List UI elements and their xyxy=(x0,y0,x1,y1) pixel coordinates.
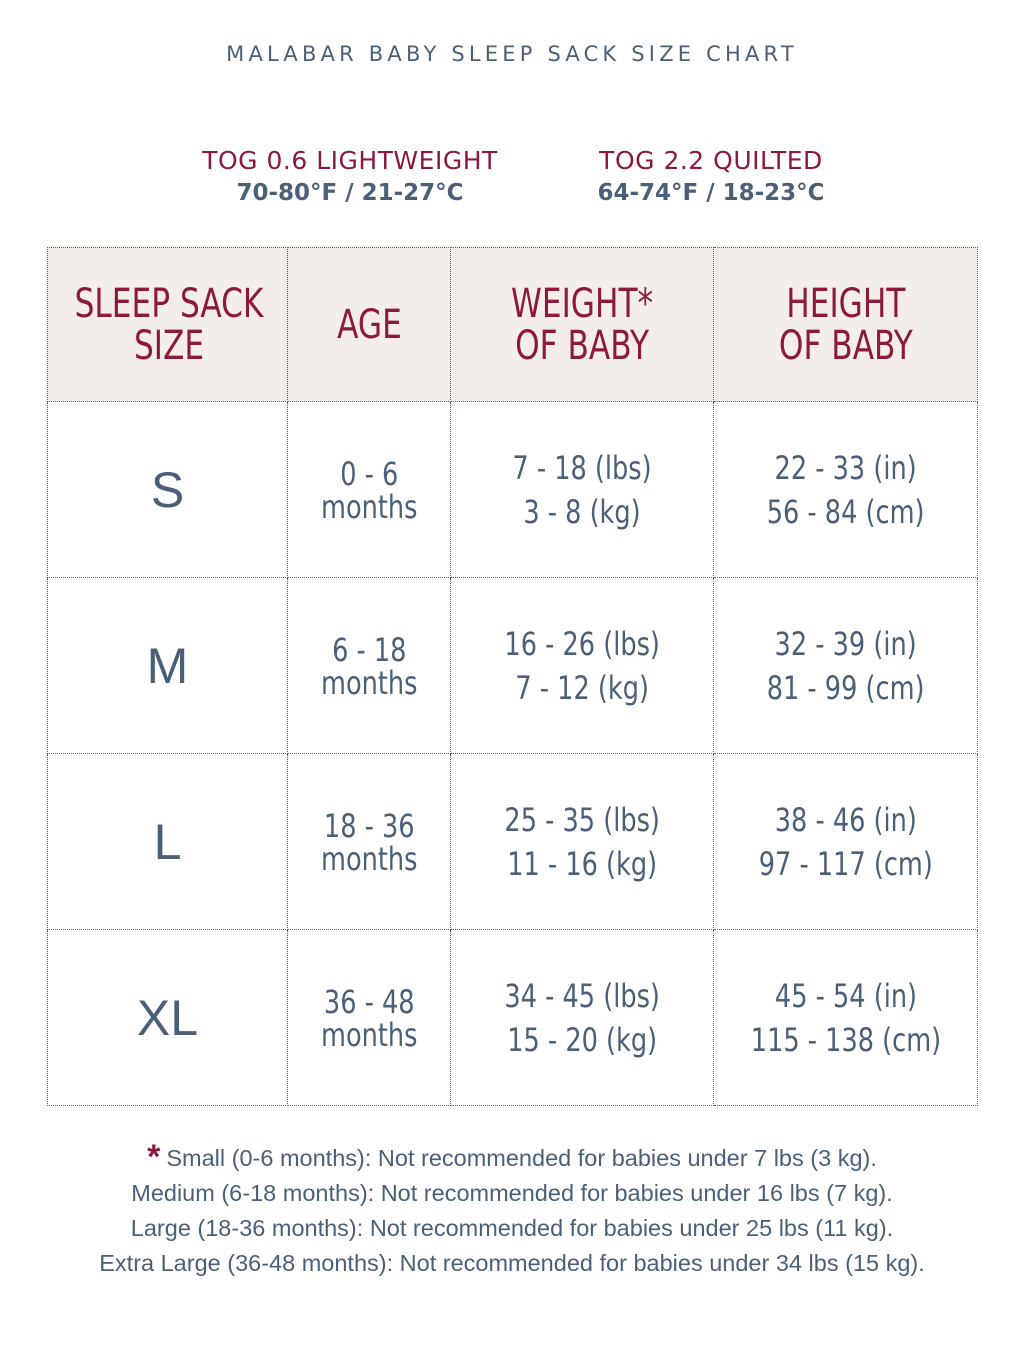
height-cell xyxy=(714,930,978,1106)
weight-kg: 11 - 16 (kg) xyxy=(507,844,657,883)
header-line: HEIGHT xyxy=(785,280,906,327)
header-line: WEIGHT* xyxy=(510,280,654,327)
height-cm: 115 - 138 (cm) xyxy=(750,1020,941,1059)
age-range: 18 - 36 xyxy=(323,806,415,845)
height-in: 22 - 33 (in) xyxy=(774,448,917,487)
tog-quilted xyxy=(531,146,891,210)
footnote-text: Small (0-6 months): Not recommended for babies under 7 lbs (3 kg). xyxy=(166,1145,877,1171)
age-unit: months xyxy=(320,839,418,878)
footnote xyxy=(0,1140,1024,1281)
age-range: 0 - 6 xyxy=(339,454,399,493)
tog-lightweight-temp: 70-80°F / 21-27°C xyxy=(236,180,464,206)
header-line: OF BABY xyxy=(515,322,649,369)
weight-kg: 7 - 12 (kg) xyxy=(515,668,649,707)
size-cell xyxy=(48,402,288,578)
size-cell xyxy=(48,578,288,754)
age-cell xyxy=(288,402,451,578)
header-line: SIZE xyxy=(133,322,205,369)
header-line: SLEEP SACK xyxy=(74,280,264,327)
header-sleep-sack-size xyxy=(48,248,288,402)
tog-lightweight xyxy=(170,146,530,210)
height-cell xyxy=(714,754,978,930)
weight-lbs: 25 - 35 (lbs) xyxy=(504,800,660,839)
footnote-line xyxy=(0,1140,1024,1176)
weight-cell xyxy=(451,930,714,1106)
footnote-line: Large (18-36 months): Not recommended for babies under 25 lbs (11 kg). xyxy=(130,1215,894,1241)
size-letter: XL xyxy=(136,989,199,1046)
size-cell xyxy=(48,754,288,930)
age-unit: months xyxy=(320,663,418,702)
age-unit: months xyxy=(320,1015,418,1054)
footnote-line: Extra Large (36-48 months): Not recommended for babies under 34 lbs (15 kg). xyxy=(99,1250,925,1276)
weight-lbs: 7 - 18 (lbs) xyxy=(512,448,652,487)
age-unit: months xyxy=(320,487,418,526)
age-range: 36 - 48 xyxy=(323,982,415,1021)
height-cm: 56 - 84 (cm) xyxy=(766,492,925,531)
size-letter: M xyxy=(146,637,189,694)
size-chart-table xyxy=(47,247,978,1106)
age-cell xyxy=(288,754,451,930)
weight-kg: 15 - 20 (kg) xyxy=(507,1020,657,1059)
height-in: 45 - 54 (in) xyxy=(774,976,917,1015)
age-range: 6 - 18 xyxy=(331,630,407,669)
table-row xyxy=(48,754,978,930)
asterisk-marker: * xyxy=(147,1138,161,1176)
header-weight xyxy=(451,248,714,402)
weight-cell xyxy=(451,402,714,578)
weight-cell xyxy=(451,578,714,754)
page-title: MALABAR BABY SLEEP SACK SIZE CHART xyxy=(226,42,798,66)
tog-quilted-temp: 64-74°F / 18-23°C xyxy=(597,180,825,206)
height-in: 38 - 46 (in) xyxy=(774,800,917,839)
weight-lbs: 16 - 26 (lbs) xyxy=(504,624,660,663)
weight-lbs: 34 - 45 (lbs) xyxy=(504,976,660,1015)
height-cell xyxy=(714,402,978,578)
header-line: OF BABY xyxy=(778,322,913,369)
height-in: 32 - 39 (in) xyxy=(774,624,917,663)
age-cell xyxy=(288,578,451,754)
height-cell xyxy=(714,578,978,754)
size-letter: L xyxy=(153,813,182,870)
header-line: AGE xyxy=(336,301,402,348)
size-letter: S xyxy=(150,461,185,518)
table-row xyxy=(48,930,978,1106)
tog-lightweight-name: TOG 0.6 LIGHTWEIGHT xyxy=(202,146,498,175)
tog-quilted-name: TOG 2.2 QUILTED xyxy=(599,146,823,175)
weight-cell xyxy=(451,754,714,930)
table-row xyxy=(48,578,978,754)
header-height xyxy=(714,248,978,402)
age-cell xyxy=(288,930,451,1106)
footnote-line: Medium (6-18 months): Not recommended for babies under 16 lbs (7 kg). xyxy=(131,1180,893,1206)
table-row xyxy=(48,402,978,578)
size-cell xyxy=(48,930,288,1106)
header-age xyxy=(288,248,451,402)
height-cm: 81 - 99 (cm) xyxy=(766,668,925,707)
height-cm: 97 - 117 (cm) xyxy=(758,844,933,883)
table-header-row xyxy=(48,248,978,402)
weight-kg: 3 - 8 (kg) xyxy=(523,492,641,531)
